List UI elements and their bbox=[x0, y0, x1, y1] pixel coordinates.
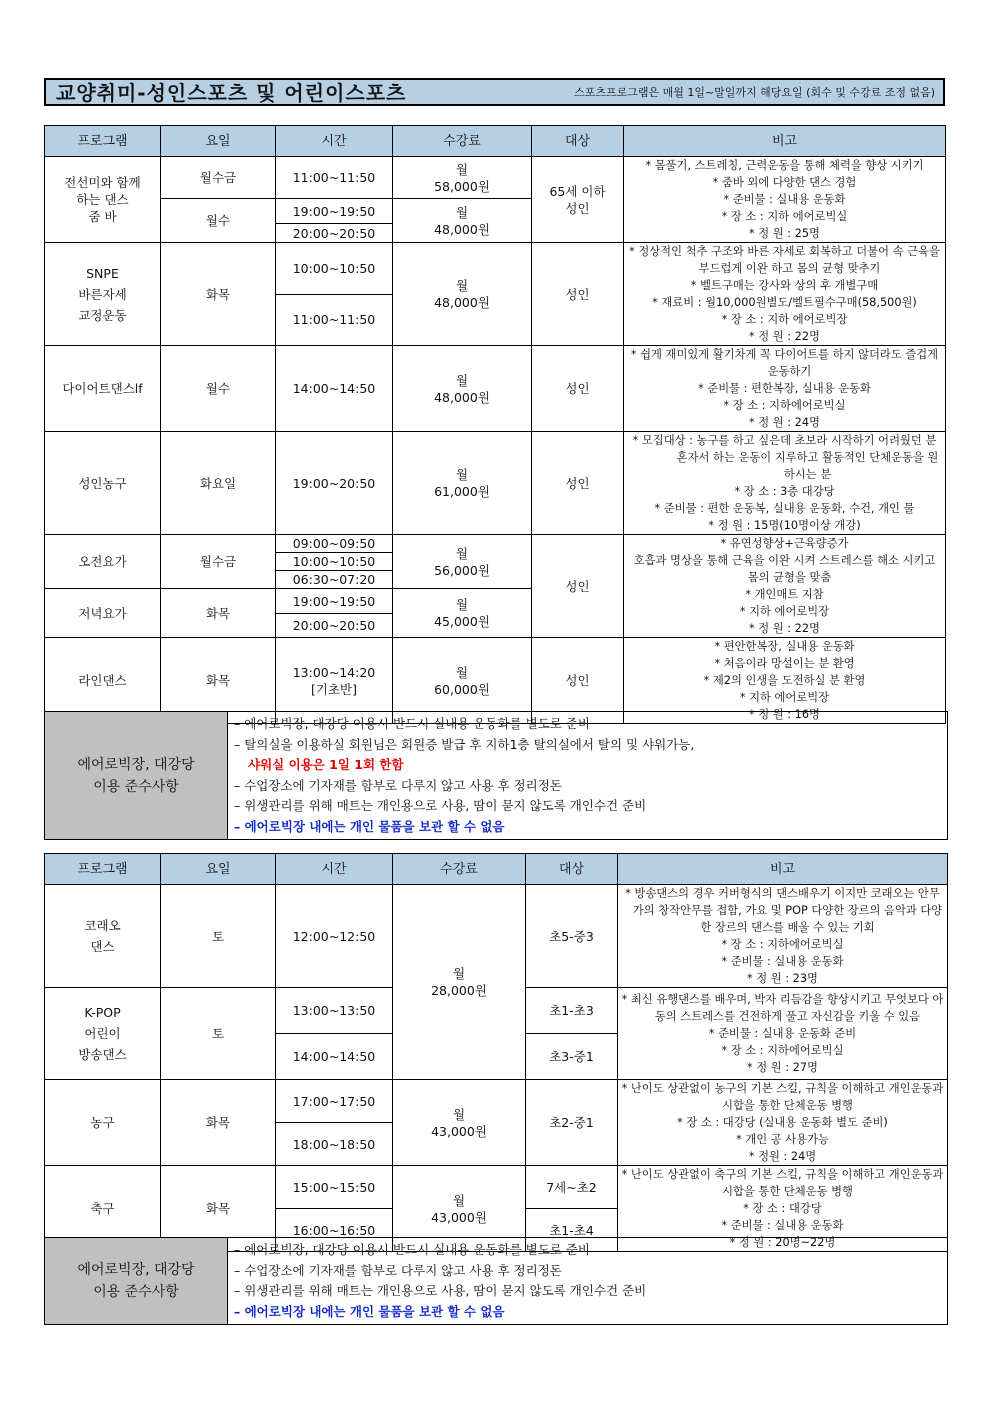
time-cell: 14:00~14:50 bbox=[276, 346, 393, 432]
remarks-cell: * 난이도 상관없이 축구의 기본 스킬, 규칙을 이해하고 개인운동과 시합을 통한 단체운동 병행 * 장 소 : 대강당 * 준비물 : 실내용 운동화 * 정 원 : 20명~22명 bbox=[618, 1166, 948, 1252]
day-cell: 화목 bbox=[161, 1080, 276, 1166]
program-name: 전선미와 함께 하는 댄스 줌 바 bbox=[45, 157, 161, 243]
fee-cell: 월 48,000원 bbox=[393, 199, 532, 243]
time-cell: 17:00~17:50 bbox=[276, 1080, 393, 1123]
target-cell: 초1-초3 bbox=[526, 988, 618, 1034]
time-cell: 20:00~20:50 bbox=[276, 614, 393, 638]
remarks-cell: * 몸풀기, 스트레칭, 근력운동을 통해 체력을 향상 시키기 * 줌바 외에 다양한 댄스 경험 * 준비물 : 실내용 운동화 * 장 소 : 지하 에어로빅실 * 정 원 : 25명 bbox=[624, 157, 946, 243]
program-name: 저녁요가 bbox=[45, 589, 161, 638]
table-row bbox=[45, 243, 946, 295]
col-day: 요일 bbox=[161, 126, 276, 157]
day-cell: 화목 bbox=[161, 243, 276, 346]
rule-item-emphasis: – 에어로빅장 내에는 개인 물품을 보관 할 수 없음 bbox=[234, 1303, 505, 1319]
fee-cell: 월 43,000원 bbox=[393, 1166, 526, 1252]
rules-list bbox=[228, 712, 948, 840]
rule-item: – 위생관리를 위해 매트는 개인용으로 사용, 땀이 묻지 않도록 개인수건 준비 bbox=[234, 1283, 647, 1298]
day-cell: 월수금 bbox=[161, 535, 276, 589]
rule-item: – 수업장소에 기자재를 함부로 다루지 않고 사용 후 정리정돈 bbox=[234, 1262, 562, 1278]
remarks-cell: * 유연성향상+근육량증가 호흡과 명상을 통해 근육을 이완 시켜 스트레스를 해소 시키고 몸의 균형을 맞춤 * 개인매트 지참 * 지하 에어로빅장 * 정 원 : 22명 bbox=[624, 535, 946, 638]
time-cell: 16:00~16:50 bbox=[276, 1209, 393, 1252]
table-row bbox=[45, 157, 946, 199]
target-cell: 초5-중3 bbox=[526, 885, 618, 988]
rule-item: – 탈의실을 이용하실 회원님은 회원증 발급 후 지하1층 탈의실에서 탈의 및 샤워가능, bbox=[234, 736, 695, 752]
table-header-row bbox=[45, 854, 948, 885]
day-cell: 토 bbox=[161, 988, 276, 1080]
col-time: 시간 bbox=[276, 854, 393, 885]
remarks-cell: * 난이도 상관없이 농구의 기본 스킬, 규칙을 이해하고 개인운동과 시합을 통한 단체운동 병행 * 장 소 : 대강당 (실내용 운동화 별도 준비) * 개인 공 사용가능 * 정원 : 24명 bbox=[618, 1080, 948, 1166]
remarks-cell: * 쉽게 재미있게 활기차게 꼭 다이어트를 하지 않더라도 즐겁게 운동하기 * 준비물 : 편한복장, 실내용 운동화 * 장 소 : 지하에어로빅실 * 정 원 : 24명 bbox=[624, 346, 946, 432]
col-fee: 수강료 bbox=[393, 854, 526, 885]
table-row bbox=[45, 885, 948, 988]
col-remarks: 비고 bbox=[618, 854, 948, 885]
program-name: 다이어트댄스lf bbox=[45, 346, 161, 432]
col-program: 프로그램 bbox=[45, 126, 161, 157]
time-cell: 10:00~10:50 bbox=[276, 243, 393, 295]
remarks-cell: * 모집대상 : 농구를 하고 싶은데 초보라 시작하기 어려웠던 분 혼자서 하는 운동이 지루하고 활동적인 단체운동을 원하시는 분 * 장 소 : 3층 대강당 * 준비물 : 편한 운동복, 실내용 운동화, 수건, 개인 물 * 정 원 : 15명(10명이상 개강) bbox=[624, 432, 946, 535]
remarks-cell: * 편안한복장, 실내용 운동화 * 처음이라 망설이는 분 환영 * 제2의 인생을 도전하실 분 환영 * 지하 에어로빅장 * 정 원 : 16명 bbox=[624, 638, 946, 724]
time-cell: 18:00~18:50 bbox=[276, 1123, 393, 1166]
fee-cell: 월 56,000원 bbox=[393, 535, 532, 589]
program-name: 라인댄스 bbox=[45, 638, 161, 724]
target-cell: 성인 bbox=[532, 535, 624, 638]
day-cell: 화목 bbox=[161, 1166, 276, 1252]
col-target: 대상 bbox=[532, 126, 624, 157]
fee-cell: 월 45,000원 bbox=[393, 589, 532, 638]
time-cell: 19:00~19:50 bbox=[276, 589, 393, 614]
target-cell: 성인 bbox=[532, 346, 624, 432]
rules-box-kids bbox=[44, 1237, 948, 1325]
rules-label: 에어로빅장, 대강당 이용 준수사항 bbox=[45, 712, 228, 840]
kids-schedule-table bbox=[44, 853, 948, 1252]
col-program: 프로그램 bbox=[45, 854, 161, 885]
page-header bbox=[44, 78, 945, 106]
col-target: 대상 bbox=[526, 854, 618, 885]
fee-cell: 월 48,000원 bbox=[393, 346, 532, 432]
day-cell: 월수 bbox=[161, 346, 276, 432]
program-name: K-POP 어린이 방송댄스 bbox=[45, 988, 161, 1080]
fee-cell: 월 28,000원 bbox=[393, 885, 526, 1080]
rules-label: 에어로빅장, 대강당 이용 준수사항 bbox=[45, 1238, 228, 1325]
rule-item: – 에어로빅장, 대강당 이용시 반드시 실내용 운동화를 별도로 준비 bbox=[234, 1242, 590, 1257]
fee-cell: 월 58,000원 bbox=[393, 157, 532, 199]
rule-item: – 위생관리를 위해 매트는 개인용으로 사용, 땀이 묻지 않도록 개인수건 준비 bbox=[234, 798, 647, 813]
table-row bbox=[45, 1166, 948, 1209]
time-cell: 09:00~09:50 bbox=[276, 535, 393, 553]
target-cell: 7세~초2 bbox=[526, 1166, 618, 1209]
rules-list bbox=[228, 1238, 948, 1325]
rule-item: – 에어로빅장, 대강당 이용시 반드시 실내용 운동화를 별도로 준비 bbox=[234, 716, 590, 731]
time-cell: 10:00~10:50 bbox=[276, 553, 393, 571]
day-cell: 화목 bbox=[161, 589, 276, 638]
fee-cell: 월 43,000원 bbox=[393, 1080, 526, 1166]
target-cell: 성인 bbox=[532, 243, 624, 346]
day-cell: 월수 bbox=[161, 199, 276, 243]
target-cell: 초3-중1 bbox=[526, 1034, 618, 1080]
table-header-row bbox=[45, 126, 946, 157]
table-row bbox=[45, 1080, 948, 1123]
time-cell: 11:00~11:50 bbox=[276, 157, 393, 199]
table-row bbox=[45, 346, 946, 432]
rule-item: – 수업장소에 기자재를 함부로 다루지 않고 사용 후 정리정돈 bbox=[234, 777, 562, 793]
col-day: 요일 bbox=[161, 854, 276, 885]
day-cell: 화요일 bbox=[161, 432, 276, 535]
target-cell: 성인 bbox=[532, 432, 624, 535]
page-title: 교양취미-성인스포츠 및 어린이스포츠 bbox=[56, 81, 407, 105]
time-cell: 13:00~14:20 [기초반] bbox=[276, 638, 393, 724]
program-name: 오전요가 bbox=[45, 535, 161, 589]
time-cell: 19:00~19:50 bbox=[276, 199, 393, 224]
time-cell: 12:00~12:50 bbox=[276, 885, 393, 988]
program-name: SNPE 바른자세 교정운동 bbox=[45, 243, 161, 346]
header-note: 스포츠프로그램은 매월 1일~말일까지 해당요일 (회수 및 수강료 조정 없음) bbox=[574, 86, 935, 99]
table-row bbox=[45, 535, 946, 553]
col-fee: 수강료 bbox=[393, 126, 532, 157]
time-cell: 14:00~14:50 bbox=[276, 1034, 393, 1080]
target-cell: 초1-초4 bbox=[526, 1209, 618, 1252]
time-cell: 13:00~13:50 bbox=[276, 988, 393, 1034]
day-cell: 월수금 bbox=[161, 157, 276, 199]
rule-item-emphasis: – 에어로빅장 내에는 개인 물품을 보관 할 수 없음 bbox=[234, 818, 505, 834]
target-cell: 65세 이하 성인 bbox=[532, 157, 624, 243]
table-row bbox=[45, 432, 946, 535]
col-remarks: 비고 bbox=[624, 126, 946, 157]
program-name: 축구 bbox=[45, 1166, 161, 1252]
time-cell: 15:00~15:50 bbox=[276, 1166, 393, 1209]
day-cell: 토 bbox=[161, 885, 276, 988]
adult-schedule-table bbox=[44, 125, 946, 724]
time-cell: 11:00~11:50 bbox=[276, 294, 393, 346]
rule-highlight: 샤워실 이용은 1일 1회 한함 bbox=[248, 757, 404, 772]
fee-cell: 월 61,000원 bbox=[393, 432, 532, 535]
time-cell: 19:00~20:50 bbox=[276, 432, 393, 535]
fee-cell: 월 60,000원 bbox=[393, 638, 532, 724]
target-cell: 초2-중1 bbox=[526, 1080, 618, 1166]
fee-cell: 월 48,000원 bbox=[393, 243, 532, 346]
program-name: 코래오 댄스 bbox=[45, 885, 161, 988]
remarks-cell: * 정상적인 척추 구조와 바른 자세로 회복하고 더불어 속 근육을 부드럽게 이완 하고 몸의 균형 맞추기 * 벨트구매는 강사와 상의 후 개별구매 * 재료비 : 월10,000원별도/벨트필수구매(58,500원) * 장 소 : 지하 에어로빅장 * 정 원 : 22명 bbox=[624, 243, 946, 346]
time-cell: 06:30~07:20 bbox=[276, 571, 393, 589]
col-time: 시간 bbox=[276, 126, 393, 157]
remarks-cell: * 최신 유행댄스를 배우며, 박자 리듬감을 향상시키고 무엇보다 아동의 스트레스를 건전하게 풀고 자신감을 키울 수 있음 * 준비물 : 실내용 운동화 준비 * 장 소 : 지하에어로빅실 * 정 원 : 27명 bbox=[618, 988, 948, 1080]
rules-box-adult bbox=[44, 711, 948, 840]
time-cell: 20:00~20:50 bbox=[276, 224, 393, 243]
program-name: 성인농구 bbox=[45, 432, 161, 535]
program-name: 농구 bbox=[45, 1080, 161, 1166]
day-cell: 화목 bbox=[161, 638, 276, 724]
target-cell: 성인 bbox=[532, 638, 624, 724]
remarks-cell: * 방송댄스의 경우 커버형식의 댄스배우기 이지만 코래오는 안무가의 창작안무를 접함, 가요 및 POP 다양한 장르의 음악과 다양한 장르의 댄스를 배울 수 있는 기회 * 장 소 : 지하에어로빅실 * 준비물 : 실내용 운동화 * 정 원 : 23명 bbox=[618, 885, 948, 988]
